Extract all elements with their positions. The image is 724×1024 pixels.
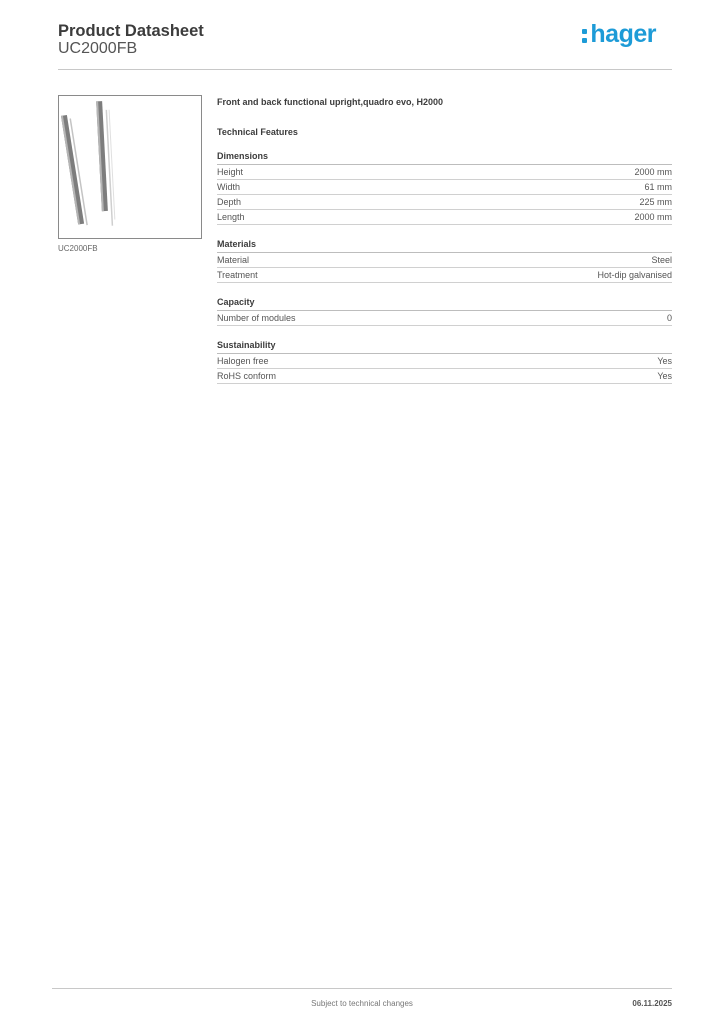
- section-dimensions: [217, 151, 672, 225]
- product-code: UC2000FB: [58, 40, 138, 57]
- table-row: [217, 180, 672, 195]
- row-value: 2000 mm: [634, 167, 672, 177]
- section-sustainability: [217, 340, 672, 384]
- section-title: Capacity: [217, 297, 672, 311]
- row-label: RoHS conform: [217, 371, 277, 381]
- footer-note: Subject to technical changes: [311, 999, 413, 1008]
- table-row: [217, 354, 672, 369]
- upright-profile-icon: [59, 96, 201, 238]
- table-row: [217, 311, 672, 326]
- row-value: 225 mm: [639, 197, 672, 207]
- footer-date: 06.11.2025: [632, 999, 672, 1008]
- table-row: [217, 369, 672, 384]
- row-label: Height: [217, 167, 244, 177]
- section-title: Dimensions: [217, 151, 672, 165]
- page-footer: [52, 988, 672, 1019]
- row-value: 2000 mm: [634, 212, 672, 222]
- page-header: [58, 20, 672, 70]
- row-label: Material: [217, 255, 250, 265]
- table-row: [217, 195, 672, 210]
- section-materials: [217, 239, 672, 283]
- row-label: Length: [217, 212, 245, 222]
- product-description: Front and back functional upright,quadro evo, H2000: [217, 97, 444, 107]
- row-value: Hot-dip galvanised: [597, 270, 672, 280]
- table-row: [217, 268, 672, 283]
- table-row: [217, 165, 672, 180]
- row-label: Depth: [217, 197, 242, 207]
- row-value: 61 mm: [644, 182, 672, 192]
- product-image-caption: UC2000FB: [58, 244, 98, 253]
- table-row: [217, 210, 672, 225]
- product-details: [217, 95, 672, 384]
- table-row: [217, 253, 672, 268]
- features-heading: Technical Features: [217, 127, 298, 137]
- row-value: Steel: [651, 255, 672, 265]
- logo-dots-icon: [582, 27, 588, 43]
- logo-text: hager: [590, 20, 656, 48]
- section-title: Materials: [217, 239, 672, 253]
- section-capacity: [217, 297, 672, 326]
- row-value: 0: [666, 313, 672, 323]
- row-label: Halogen free: [217, 356, 269, 366]
- row-label: Number of modules: [217, 313, 296, 323]
- section-title: Sustainability: [217, 340, 672, 354]
- row-value: Yes: [657, 356, 672, 366]
- row-label: Width: [217, 182, 241, 192]
- document-title: Product Datasheet: [58, 22, 204, 40]
- hager-logo: [582, 20, 656, 49]
- product-image: [58, 95, 202, 239]
- row-value: Yes: [657, 371, 672, 381]
- row-label: Treatment: [217, 270, 258, 280]
